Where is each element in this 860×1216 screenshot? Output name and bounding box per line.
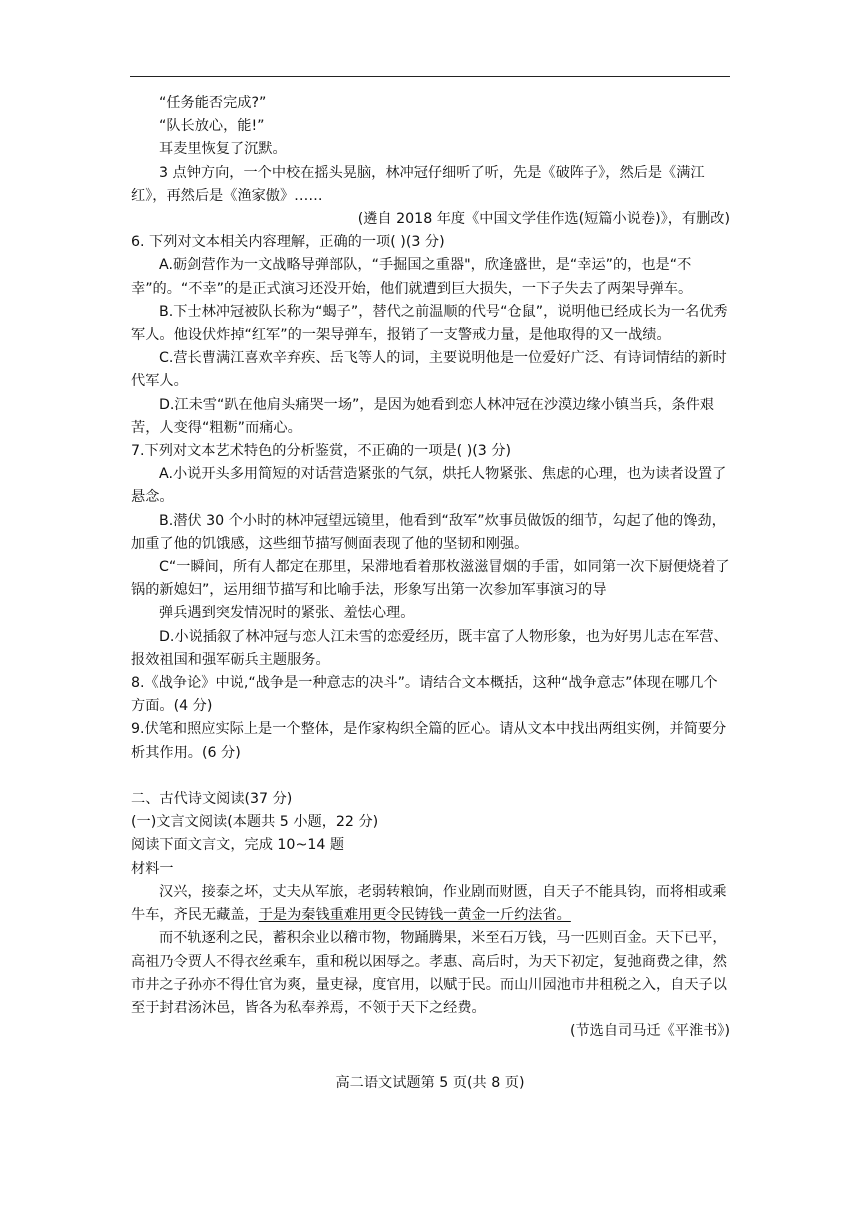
question-9: 9.伏笔和照应实际上是一个整体，是作家构织全篇的匠心。请从文本中找出两组实例，并简要分析其作用。(6 分)	[131, 721, 727, 761]
page-footer: 高二语文试题第 5 页(共 8 页)	[335, 1075, 525, 1091]
story-source-note: (遴自 2018 年度《中国文学佳作选(短篇小说卷)》，有删改)	[357, 211, 730, 228]
classical-paragraph-1	[131, 881, 730, 927]
question-7-stem: 7.下列对文本艺术特色的分析鉴赏，不正确的一项是( )(3 分)	[131, 443, 512, 460]
q7-option-d: D.小说插叙了林冲冠与恋人江未雪的恋爱经历，既丰富了人物形象，也为好男儿志在军营、报效祖国和强军砺兵主题服务。	[131, 628, 728, 668]
classical-text: 汉兴，接泰之坏，丈夫从军旅，老弱转粮饷，作业剧而财匮，自天子不能具钧，而将相或乘牛车，齐民无藏盖，	[131, 883, 727, 924]
narration-line: 耳麦里恢复了沉默。	[159, 141, 287, 158]
narration-paragraph: 3 点钟方向，一个中校在摇头晃脑，林冲冠仔细听了听，先是《破阵子》，然后是《满江红》，再然后是《渔家傲》……	[131, 164, 705, 204]
question-6-stem: 6. 下列对文本相关内容理解，正确的一项( )(3 分)	[131, 234, 445, 251]
section-gap	[131, 765, 730, 788]
q6-option-a: A.砺剑营作为一文战略导弹部队，“手掘国之重器"，欣逢盛世，是“幸运”的，也是“不幸”的。“不幸”的是正式演习还没开始，他们就遭到巨大损失，一下子失去了两架导弹车。	[131, 257, 693, 297]
classical-paragraph-2: 而不轨逐利之民，蓄积余业以稽市物，物踊腾果，米至石万钱，马一匹则百金。天下已平，高祖乃令贾人不得衣丝乘车，重和税以困辱之。孝惠、高后时，为天下初定，复弛商费之律，然市井之子孙亦不得仕官为爽，量吏禄，度官用，以赋于民。而山川园池市井租税之入，自天子以至于封君汤沐邑，皆各为私奉养焉，不领于天下之经费。	[131, 930, 727, 1016]
dialogue-line: “任务能否完成?”	[159, 95, 267, 111]
section-2-title: 二、古代诗文阅读(37 分)	[131, 791, 293, 808]
q7-option-a: A.小说开头多用简短的对话营造紧张的气氛，烘托人物紧张、焦虑的心理，也为读者设置了悬念。	[131, 466, 727, 506]
q7-option-c: C“一瞬间，所有人都定在那里，呆滞地看着那枚滋滋冒烟的手雷，如同第一次下厨便烧着了锅的新媳妇”，运用细节描写和比喻手法，形象写出第一次参加军事演习的导	[131, 559, 730, 599]
classical-source-note: (节选自司马迁《平淮书》)	[569, 1023, 730, 1040]
q6-option-c: C.营长曹满江喜欢辛弃疾、岳飞等人的词，主要说明他是一位爱好广泛、有诗词情结的新时代军人。	[131, 350, 727, 390]
q7-option-c-continued: 弹兵遇到突发情况时的紧张、羞怯心理。	[159, 605, 415, 622]
section-2-subtitle: (一)文言文阅读(本题共 5 小题，22 分)	[131, 814, 379, 831]
header-rule	[130, 76, 730, 77]
underlined-sentence: 于是为秦钱重难用更令民铸钱一黄金一斤约法省。	[258, 907, 571, 924]
page-body	[131, 92, 730, 1043]
section-2-instruction: 阅读下面文言文，完成 10~14 题	[131, 837, 345, 854]
q7-option-b: B.潜伏 30 个小时的林冲冠望远镜里，他看到“敌军”炊事员做饭的细节，勾起了他的馋劲，加重了他的饥饿感，这些细节描写侧面表现了他的坚韧和刚强。	[131, 512, 726, 552]
q6-option-d: D.江未雪“趴在他肩头痛哭一场”，是因为她看到恋人林冲冠在沙漠边缘小镇当兵，条件艰苦，人变得“粗粝”而痛心。	[131, 396, 715, 436]
q6-option-b: B.下士林冲冠被队长称为“蝎子”，替代之前温顺的代号“仓鼠”，说明他已经成长为一名优秀军人。他设伏炸掉“红军”的一架导弹车，报销了一支警戒力量，是他取得的又一战绩。	[131, 303, 728, 344]
material-label: 材料一	[131, 860, 174, 877]
dialogue-line: “队长放心，能!”	[159, 118, 265, 135]
question-8: 8.《战争论》中说,“战争是一种意志的决斗”。请结合文本概括，这种“战争意志”体现在哪几个方面。(4 分)	[131, 675, 718, 715]
